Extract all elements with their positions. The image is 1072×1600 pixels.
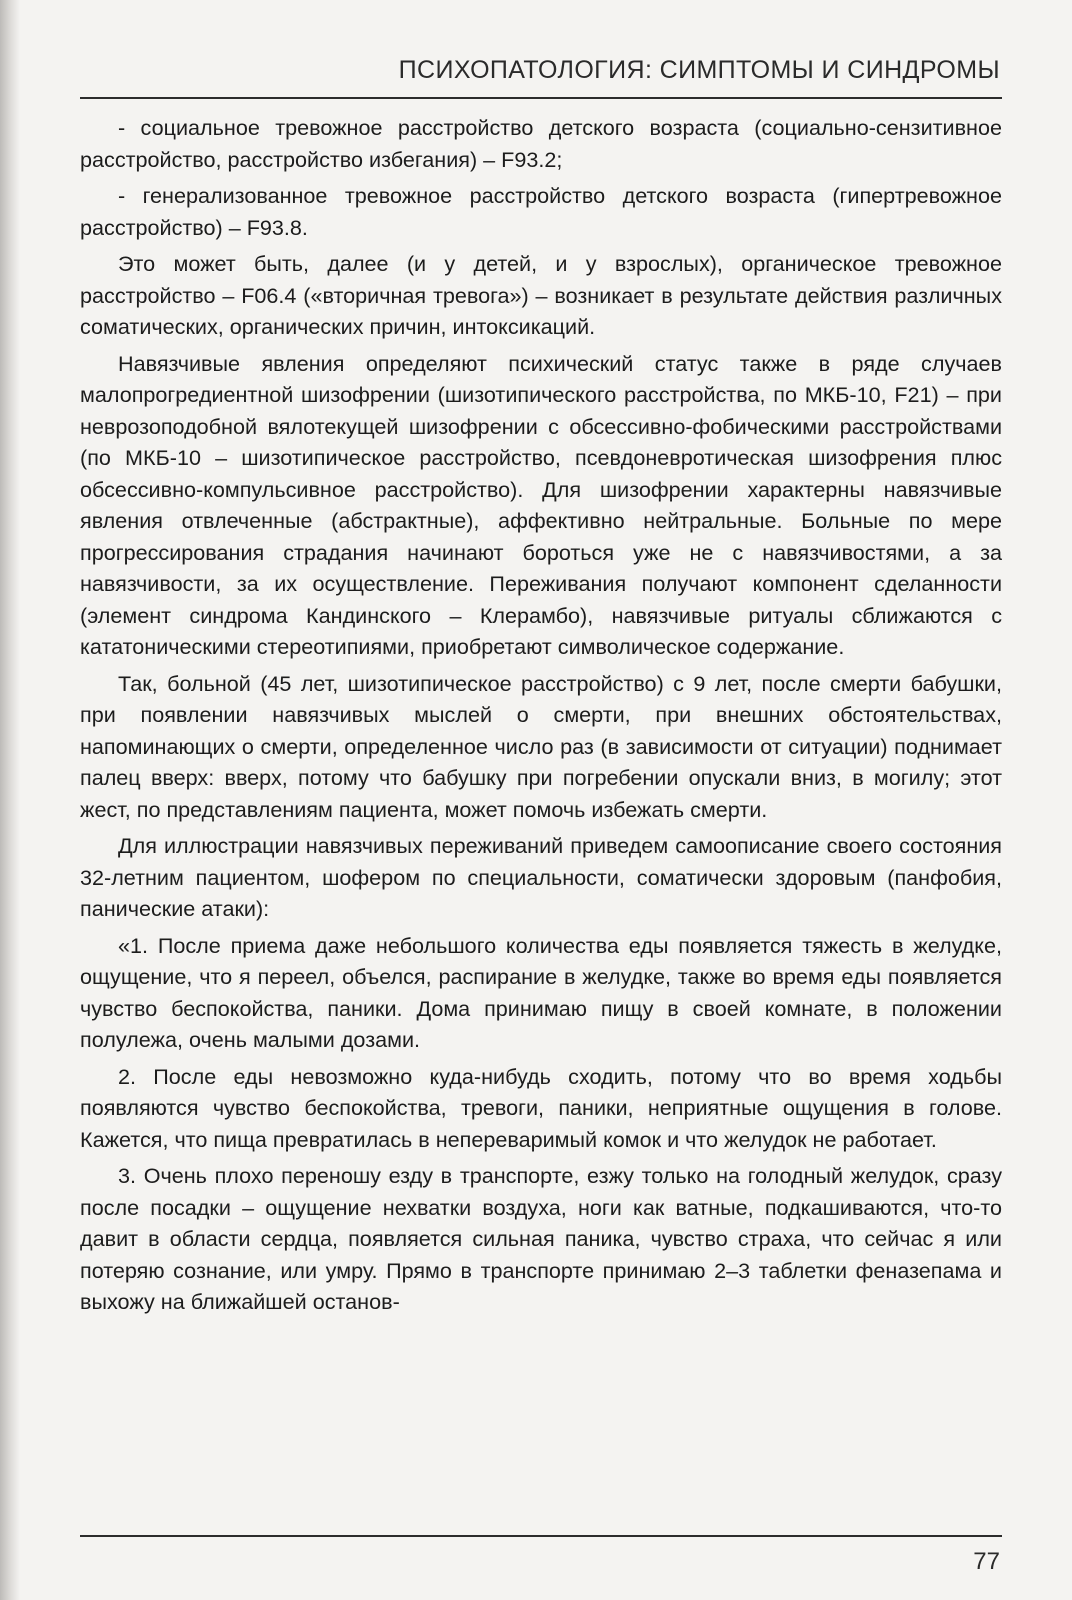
- body-text: [80, 112, 1002, 1323]
- paragraph: 3. Очень плохо переношу езду в транспорте, езжу только на голодный желудок, сразу после посадки – ощущение нехватки воздуха, ноги как ватные, подкашиваются, что-то давит в области сердца, появляется сильная паника, чувство страха, что сейчас я или потеряю сознание, или умру. Прямо в транспорте принимаю 2–3 таблетки феназепама и выхожу на ближайшей останов-: [80, 1163, 1002, 1314]
- page-number: 77: [973, 1548, 1000, 1575]
- paragraph: «1. После приема даже небольшого количества еды появляется тяжесть в желудке, ощущение, что я переел, объелся, распирание в желудке, также во время еды появляется чувство беспокойства, паники. Дома принимаю пищу в своей комнате, в положении полулежа, очень малыми дозами.: [80, 932, 1002, 1052]
- paragraph: Навязчивые явления определяют психический статус также в ряде случаев малопрогредиентной шизофрении (шизотипического расстройства, по МКБ-10, F21) – при неврозоподобной вялотекущей шизофрении с обсессивно-фобическими расстройствами (по МКБ-10 – шизотипическое расстройство, псевдоневротическая шизофрения плюс обсессивно-компульсивное расстройство). Для шизофрении характерны навязчивые явления отвлеченные (абстрактные), аффективно нейтральные. Больные по мере прогрессирования страдания начинают бороться уже не с навязчивостями, а за навязчивости, за их осуществление. Переживания получают компонент сделанности (элемент синдрома Кандинского – Клерамбо), навязчивые ритуалы сближаются с кататоническими стереотипиями, приобретают символическое содержание.: [80, 350, 1002, 659]
- header-rule: [80, 97, 1002, 99]
- footer-rule: [80, 1535, 1002, 1537]
- running-head: ПСИХОПАТОЛОГИЯ: СИМПТОМЫ И СИНДРОМЫ: [398, 56, 1000, 84]
- paragraph: Так, больной (45 лет, шизотипическое расстройство) с 9 лет, после смерти бабушки, при появлении навязчивых мыслей о смерти, при внешних обстоятельствах, напоминающих о смерти, определенное число раз (в зависимости от ситуации) поднимает палец вверх: вверх, потому что бабушку при погребении опускали вниз, в могилу; этот жест, по представлениям пациента, может помочь избежать смерти.: [80, 670, 1002, 822]
- paragraph: - социальное тревожное расстройство детского возраста (социально-сензитивное расстройство, расстройство избегания) – F93.2;: [80, 115, 1002, 172]
- paragraph: - генерализованное тревожное расстройство детского возраста (гипертревожное расстройство) – F93.8.: [80, 183, 1002, 240]
- page-binding-shadow: [0, 0, 20, 1600]
- paragraph: Для иллюстрации навязчивых переживаний приведем самоописание своего состояния 32-летним пациентом, шофером по специальности, соматически здоровым (панфобия, панические атаки):: [80, 833, 1002, 921]
- paragraph: Это может быть, далее (и у детей, и у взрослых), органическое тревожное расстройство – F06.4 («вторичная тревога») – возникает в результате действия различных соматических, органических причин, интоксикаций.: [80, 251, 1002, 339]
- paragraph: 2. После еды невозможно куда-нибудь сходить, потому что во время ходьбы появляются чувство беспокойства, тревоги, паники, неприятные ощущения в голове. Кажется, что пища превратилась в непереваримый комок и что желудок не работает.: [80, 1063, 1002, 1152]
